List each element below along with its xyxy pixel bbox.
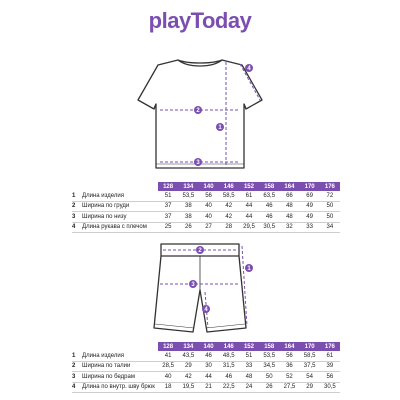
size-cell: 146: [219, 182, 239, 191]
svg-text:1: 1: [247, 266, 251, 273]
size-cell: 134: [178, 342, 198, 351]
measurement-cell: 25: [158, 222, 178, 233]
measurement-cell: 26: [178, 222, 198, 233]
measurement-cell: 63,5: [259, 191, 279, 201]
size-cell: 158: [259, 182, 279, 191]
shorts-size-table: [72, 342, 340, 393]
size-cell: 170: [300, 342, 320, 351]
svg-text:4: 4: [247, 66, 251, 73]
measurement-cell: 30: [198, 361, 218, 372]
size-header-row: [72, 182, 340, 191]
header-spacer: [82, 342, 158, 351]
row-number: 1: [72, 191, 82, 201]
svg-text:3: 3: [191, 282, 195, 289]
measurement-cell: 49: [300, 201, 320, 212]
measurement-cell: 54: [300, 372, 320, 383]
measurement-cell: 66: [279, 191, 299, 201]
measurement-cell: 39: [320, 361, 340, 372]
svg-text:3: 3: [196, 160, 200, 167]
table-row: [72, 212, 340, 223]
measurement-cell: 33: [300, 222, 320, 233]
measurement-cell: 49: [300, 212, 320, 223]
size-header-row: [72, 342, 340, 351]
svg-text:2: 2: [198, 248, 202, 255]
size-cell: 170: [300, 182, 320, 191]
measurement-cell: 29: [300, 382, 320, 393]
size-cell: 134: [178, 182, 198, 191]
measurement-cell: 40: [198, 212, 218, 223]
svg-text:1: 1: [218, 125, 222, 132]
measurement-cell: 48: [239, 372, 259, 383]
measurement-cell: 34: [320, 222, 340, 233]
measurement-cell: 21: [198, 382, 218, 393]
row-number: 3: [72, 212, 82, 223]
row-label: Ширина по талии: [82, 361, 158, 372]
measurement-cell: 38: [178, 201, 198, 212]
table-row: [72, 191, 340, 201]
table-row: [72, 222, 340, 233]
measurement-cell: 53,5: [178, 191, 198, 201]
measurement-cell: 36: [279, 361, 299, 372]
measurement-cell: 48: [279, 201, 299, 212]
row-label: Длина рукава с плечом: [82, 222, 158, 233]
measurement-cell: 44: [239, 201, 259, 212]
measurement-cell: 29: [178, 361, 198, 372]
measurement-cell: 32: [279, 222, 299, 233]
table-row: [72, 382, 340, 393]
size-cell: 164: [279, 182, 299, 191]
measurement-cell: 30,5: [320, 382, 340, 393]
size-cell: 152: [239, 182, 259, 191]
tshirt-illustration: [0, 52, 400, 180]
table-row: [72, 201, 340, 212]
measurement-cell: 28: [219, 222, 239, 233]
size-cell: 128: [158, 182, 178, 191]
measurement-cell: 50: [259, 372, 279, 383]
tshirt-marker-4: [245, 64, 253, 72]
measurement-cell: 42: [219, 212, 239, 223]
table-row: [72, 372, 340, 383]
row-label: Длина изделия: [82, 191, 158, 201]
size-cell: 164: [279, 342, 299, 351]
measurement-cell: 51: [239, 351, 259, 361]
row-number: 1: [72, 351, 82, 361]
size-cell: 146: [219, 342, 239, 351]
brand-logo: playToday: [148, 8, 252, 33]
measurement-cell: 56: [320, 372, 340, 383]
measurement-cell: 61: [320, 351, 340, 361]
row-label: Ширина по низу: [82, 212, 158, 223]
header-spacer: [72, 182, 82, 191]
table-row: [72, 361, 340, 372]
size-cell: 140: [198, 342, 218, 351]
measurement-cell: 58,5: [300, 351, 320, 361]
measurement-cell: 51: [158, 191, 178, 201]
measurement-cell: 69: [300, 191, 320, 201]
measurement-cell: 19,5: [178, 382, 198, 393]
measurement-cell: 58,5: [219, 191, 239, 201]
row-label: Длина по внутр. шву брюк: [82, 382, 158, 393]
measurement-cell: 52: [279, 372, 299, 383]
measurement-cell: 53,5: [259, 351, 279, 361]
measurement-cell: 50: [320, 212, 340, 223]
measurement-cell: 37: [158, 212, 178, 223]
measurement-cell: 46: [259, 212, 279, 223]
measurement-cell: 28,5: [158, 361, 178, 372]
size-cell: 176: [320, 342, 340, 351]
measurement-cell: 31,5: [219, 361, 239, 372]
measurement-cell: 50: [320, 201, 340, 212]
measurement-cell: 30,5: [259, 222, 279, 233]
row-number: 2: [72, 361, 82, 372]
measurement-cell: 46: [219, 372, 239, 383]
measurement-cell: 38: [178, 212, 198, 223]
measurement-cell: 29,5: [239, 222, 259, 233]
measurement-cell: 44: [239, 212, 259, 223]
header-spacer: [82, 182, 158, 191]
row-label: Длина изделия: [82, 351, 158, 361]
measurement-cell: 42: [219, 201, 239, 212]
size-cell: 140: [198, 182, 218, 191]
measurement-cell: 61: [239, 191, 259, 201]
shorts-illustration: [0, 236, 400, 340]
tshirt-size-table: [72, 182, 340, 233]
row-number: 4: [72, 382, 82, 393]
measurement-cell: 43,5: [178, 351, 198, 361]
measurement-cell: 44: [198, 372, 218, 383]
svg-text:4: 4: [204, 307, 208, 314]
size-cell: 158: [259, 342, 279, 351]
measurement-cell: 46: [198, 351, 218, 361]
measurement-cell: 46: [259, 201, 279, 212]
row-label: Ширина по бедрам: [82, 372, 158, 383]
size-cell: 128: [158, 342, 178, 351]
measurement-cell: 40: [158, 372, 178, 383]
measurement-cell: 22,5: [219, 382, 239, 393]
measurement-cell: 41: [158, 351, 178, 361]
measurement-cell: 18: [158, 382, 178, 393]
row-number: 4: [72, 222, 82, 233]
shorts-marker-1: [245, 264, 253, 272]
tshirt-outline: [138, 60, 262, 168]
header-spacer: [72, 342, 82, 351]
measurement-cell: 42: [178, 372, 198, 383]
measurement-cell: 40: [198, 201, 218, 212]
measurement-cell: 34,5: [259, 361, 279, 372]
measurement-cell: 56: [279, 351, 299, 361]
shorts-outline: [154, 244, 246, 332]
measurement-cell: 24: [239, 382, 259, 393]
svg-text:2: 2: [196, 108, 200, 115]
measurement-cell: 37: [158, 201, 178, 212]
table-row: [72, 351, 340, 361]
measurement-cell: 26: [259, 382, 279, 393]
size-cell: 176: [320, 182, 340, 191]
measurement-cell: 27: [198, 222, 218, 233]
measurement-cell: 27,5: [279, 382, 299, 393]
row-number: 2: [72, 201, 82, 212]
measurement-cell: 56: [198, 191, 218, 201]
measurement-cell: 72: [320, 191, 340, 201]
measurement-cell: 37,5: [300, 361, 320, 372]
row-label: Ширина по груди: [82, 201, 158, 212]
measurement-cell: 48,5: [219, 351, 239, 361]
size-cell: 152: [239, 342, 259, 351]
row-number: 3: [72, 372, 82, 383]
measurement-cell: 33: [239, 361, 259, 372]
measurement-cell: 48: [279, 212, 299, 223]
